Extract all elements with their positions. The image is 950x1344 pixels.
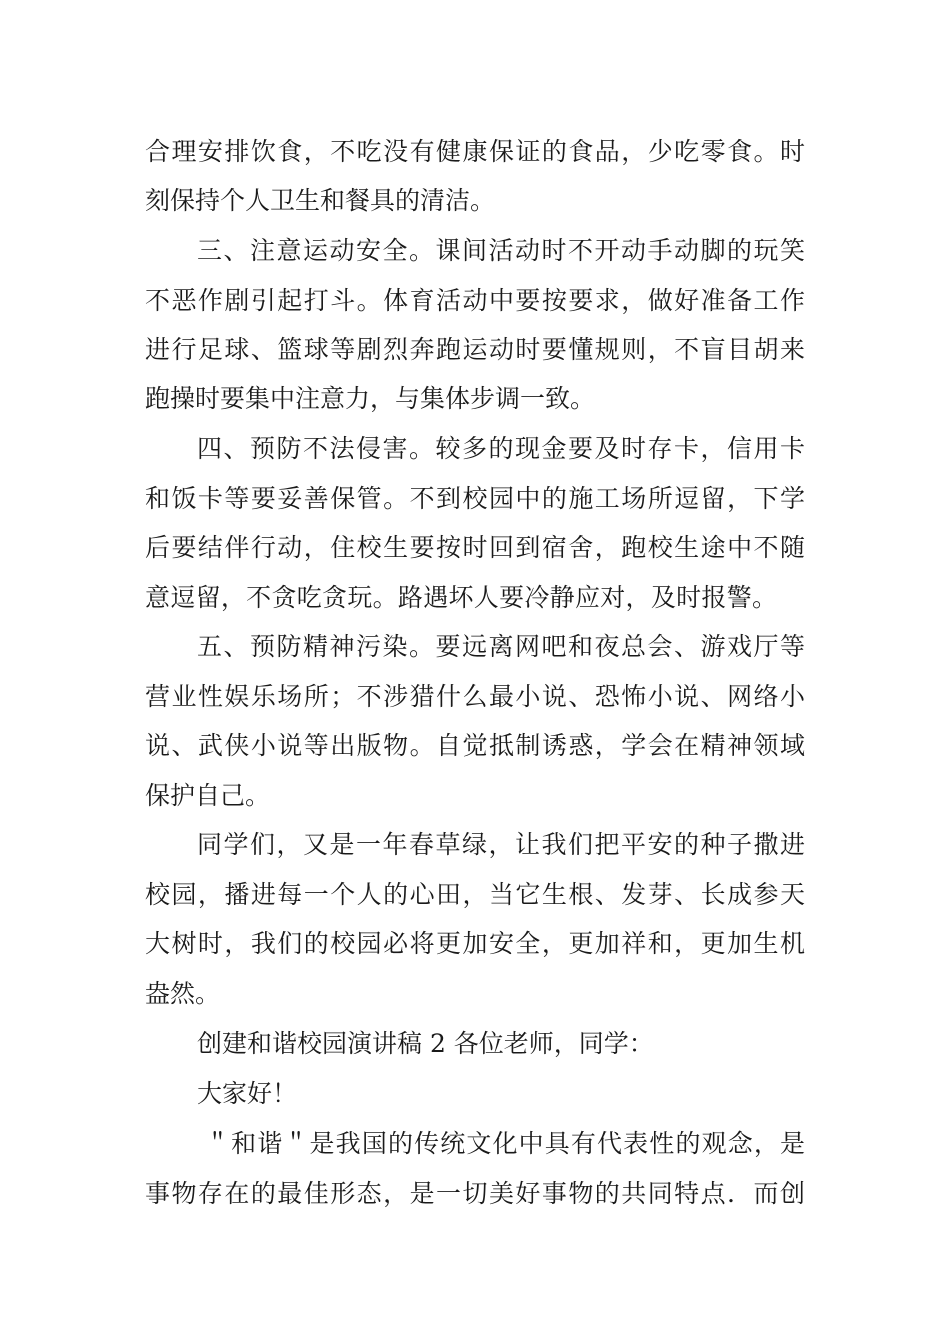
- paragraph-line: [0, 283, 950, 319]
- paragraph-line: [0, 679, 950, 715]
- paragraph-line: [0, 926, 950, 962]
- paragraph-line: [0, 183, 950, 219]
- paragraph-line: [0, 778, 950, 814]
- line-text: ＂和谐＂是我国的传统文化中具有代表性的观念，是: [205, 1129, 805, 1158]
- paragraph-line: [0, 1126, 950, 1162]
- greeting-line: [0, 1076, 950, 1112]
- line-text: 五、预防精神污染。要远离网吧和夜总会、游戏厅等: [197, 632, 805, 661]
- line-text: 说、武侠小说等出版物。自觉抵制诱惑，学会在精神领域: [145, 731, 805, 760]
- paragraph-line: [0, 629, 950, 665]
- line-text: 大家好！: [197, 1079, 298, 1108]
- line-text: 意逗留，不贪吃贪玩。路遇坏人要冷静应对，及时报警。: [145, 583, 777, 612]
- paragraph-line: [0, 877, 950, 913]
- line-text: 不恶作剧引起打斗。体育活动中要按要求，做好准备工作: [145, 286, 805, 315]
- line-text: 盎然。: [145, 979, 221, 1008]
- line-text: 大树时，我们的校园必将更加安全，更加祥和，更加生机: [145, 929, 805, 958]
- paragraph-line: [0, 233, 950, 269]
- section-heading-line: [0, 1026, 950, 1062]
- line-text: 三、注意运动安全。课间活动时不开动手动脚的玩笑: [197, 236, 805, 265]
- line-text: 保护自己。: [145, 781, 271, 810]
- line-text: 创建和谐校园演讲稿 2 各位老师，同学：: [197, 1029, 654, 1058]
- paragraph-line: [0, 728, 950, 764]
- line-text: 和饭卡等要妥善保管。不到校园中的施工场所逗留，下学: [145, 484, 805, 513]
- line-text: 刻保持个人卫生和餐具的清洁。: [145, 186, 496, 215]
- paragraph-line: [0, 580, 950, 616]
- paragraph-line: [0, 1176, 950, 1212]
- line-text: 同学们，又是一年春草绿，让我们把平安的种子撒进: [197, 830, 805, 859]
- line-text: 后要结伴行动，住校生要按时回到宿舍，跑校生途中不随: [145, 533, 805, 562]
- line-text: 营业性娱乐场所；不涉猎什么最小说、恐怖小说、网络小: [145, 682, 805, 711]
- line-text: 合理安排饮食，不吃没有健康保证的食品，少吃零食。时: [145, 137, 805, 166]
- paragraph-line: [0, 332, 950, 368]
- line-text: 校园，播进每一个人的心田，当它生根、发芽、长成参天: [145, 880, 805, 909]
- paragraph-line: [0, 431, 950, 467]
- line-text: 进行足球、篮球等剧烈奔跑运动时要懂规则，不盲目胡来: [145, 335, 805, 364]
- paragraph-line: [0, 976, 950, 1012]
- paragraph-line: [0, 381, 950, 417]
- paragraph-line: [0, 134, 950, 170]
- paragraph-line: [0, 827, 950, 863]
- line-text: 跑操时要集中注意力，与集体步调一致。: [145, 384, 596, 413]
- paragraph-line: [0, 530, 950, 566]
- line-text: 四、预防不法侵害。较多的现金要及时存卡，信用卡: [197, 434, 805, 463]
- paragraph-line: [0, 481, 950, 517]
- line-text: 事物存在的最佳形态，是一切美好事物的共同特点．而创: [145, 1179, 805, 1208]
